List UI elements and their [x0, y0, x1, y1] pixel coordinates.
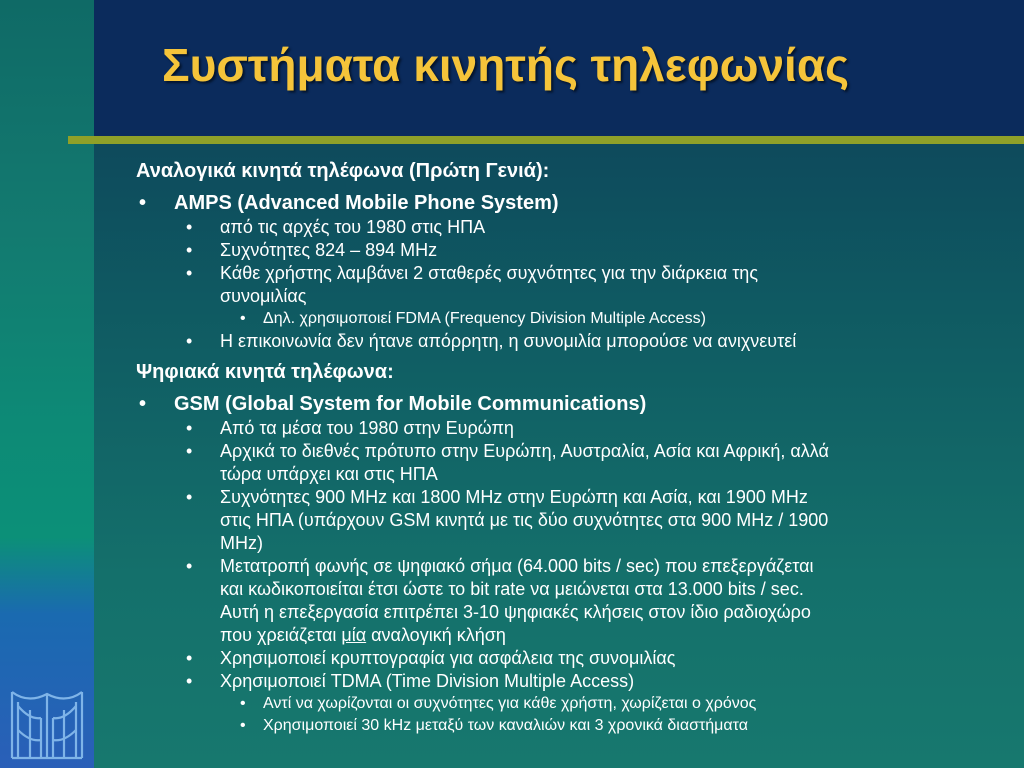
list-item — [136, 555, 1006, 578]
amps-title: AMPS (Advanced Mobile Phone System) — [174, 192, 559, 214]
slide-title: Συστήματα κινητής τηλεφωνίας — [162, 39, 850, 91]
title-divider — [68, 136, 1024, 144]
bullet-marker: • — [186, 648, 193, 668]
list-item — [136, 216, 1006, 239]
list-item-text: Δηλ. χρησιμοποιεί FDMA (Frequency Division Multiple Access) — [263, 310, 706, 327]
list-item-text: Συχνότητες 824 – 894 MHz — [220, 240, 438, 260]
bullet-marker: • — [240, 310, 246, 327]
list-item — [136, 647, 1006, 670]
list-item-text: Κάθε χρήστης λαμβάνει 2 σταθερές συχνότητες για την διάρκεια της — [220, 263, 758, 283]
list-item-continuation: και κωδικοποιείται έτσι ώστε το bit rate να μειώνεται στα 13.000 bits / sec. — [220, 579, 804, 599]
digital-heading: Ψηφιακά κινητά τηλέφωνα: — [136, 361, 394, 383]
bullet-marker: • — [186, 671, 193, 691]
slide-body — [136, 158, 1006, 737]
left-decorative-bar — [0, 0, 94, 768]
list-item-continuation — [136, 624, 1006, 647]
bullet-marker: • — [186, 240, 193, 260]
analog-heading: Αναλογικά κινητά τηλέφωνα (Πρώτη Γενιά): — [136, 160, 550, 182]
bullet-marker: • — [186, 418, 193, 438]
list-item — [136, 239, 1006, 262]
list-item-text: Η επικοινωνία δεν ήτανε απόρρητη, η συνομιλία μπορούσε να ανιχνευτεί — [220, 331, 797, 351]
gsm-bullet — [136, 391, 1006, 417]
list-item-continuation: στις ΗΠΑ (υπάρχουν GSM κινητά με τις δύο συχνότητες στα 900 MHz / 1900 — [220, 510, 829, 530]
list-item-text: Αντί να χωρίζονται οι συχνότητες για κάθε χρήστη, χωρίζεται ο χρόνος — [263, 695, 757, 712]
list-item — [136, 330, 1006, 353]
text-run: αναλογική κλήση — [366, 625, 506, 645]
list-item — [136, 262, 1006, 285]
bullet-marker: • — [186, 441, 193, 461]
list-item-text: Χρησιμοποιεί 30 kHz μεταξύ των καναλιών και 3 χρονικά διαστήματα — [263, 717, 748, 734]
list-item — [136, 486, 1006, 509]
list-item-text: Συχνότητες 900 MHz και 1800 MHz στην Ευρώπη και Ασία, και 1900 MHz — [220, 487, 808, 507]
bullet-marker: • — [139, 192, 147, 214]
bullet-marker: • — [240, 695, 246, 712]
list-item-text: Μετατροπή φωνής σε ψηφιακό σήμα (64.000 bits / sec) που επεξεργάζεται — [220, 556, 814, 576]
list-item — [136, 308, 1006, 330]
list-item-text: Αρχικά το διεθνές πρότυπο στην Ευρώπη, Αυστραλία, Ασία και Αφρική, αλλά — [220, 441, 829, 461]
list-item-continuation: MHz) — [220, 533, 263, 553]
amps-bullet — [136, 190, 1006, 216]
university-of-cyprus-logo-icon — [8, 684, 86, 762]
list-item-continuation: τώρα υπάρχει και στις ΗΠΑ — [220, 464, 438, 484]
bullet-marker: • — [186, 331, 193, 351]
gsm-title: GSM (Global System for Mobile Communications) — [174, 393, 647, 415]
bullet-marker: • — [139, 393, 147, 415]
list-item — [136, 417, 1006, 440]
list-item-text: Χρησιμοποιεί TDMA (Time Division Multiple Access) — [220, 671, 635, 691]
underlined-word: μία — [341, 625, 367, 645]
bullet-marker: • — [186, 556, 193, 576]
bullet-marker: • — [240, 717, 246, 734]
list-item-continuation: Αυτή η επεξεργασία επιτρέπει 3-10 ψηφιακές κλήσεις στον ίδιο ραδιοχώρο — [220, 602, 811, 622]
list-item-continuation: συνομιλίας — [220, 286, 307, 306]
list-item — [136, 693, 1006, 715]
list-item-text: Χρησιμοποιεί κρυπτογραφία για ασφάλεια της συνομιλίας — [220, 648, 676, 668]
list-item-text: από τις αρχές του 1980 στις ΗΠΑ — [220, 217, 486, 237]
bullet-marker: • — [186, 487, 193, 507]
bullet-marker: • — [186, 217, 193, 237]
list-item — [136, 715, 1006, 737]
list-item-text: Από τα μέσα του 1980 στην Ευρώπη — [220, 418, 514, 438]
list-item — [136, 670, 1006, 693]
list-item — [136, 440, 1006, 463]
bullet-marker: • — [186, 263, 193, 283]
text-run: που χρειάζεται — [220, 625, 342, 645]
